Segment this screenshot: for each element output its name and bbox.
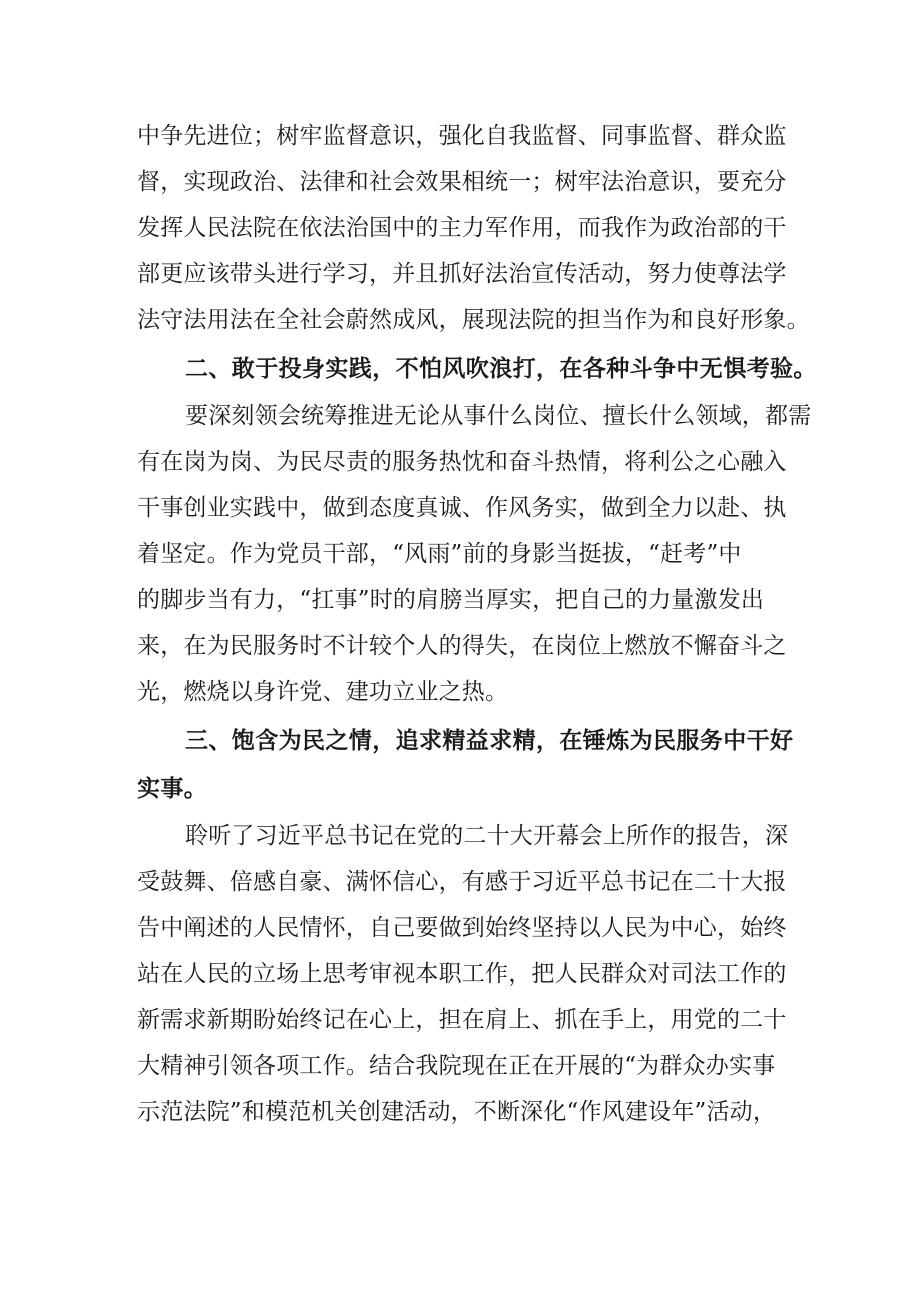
- text-line: 干事创业实践中，做到态度真诚、作风务实，做到全力以赴、执: [137, 495, 787, 521]
- paragraph-1: [137, 113, 809, 343]
- heading-line: 三、饱含为民之情，追求精益求精，在锤炼为民服务中干好: [185, 727, 794, 754]
- text-line: 受鼓舞、倍感自豪、满怀信心，有感于习近平总书记在二十大报: [137, 869, 787, 895]
- text-line: 着坚定。作为党员干部，“风雨”前的身影当挺拔，“赶考”中: [137, 541, 742, 567]
- paragraph-3: [137, 813, 809, 1135]
- text-line: 大精神引领各项工作。结合我院现在正在开展的“为群众办实事: [137, 1053, 776, 1079]
- paragraph-2: [137, 393, 812, 715]
- text-line: 站在人民的立场上思考审视本职工作，把人民群众对司法工作的: [137, 961, 787, 987]
- text-line: 光，燃烧以身许党、建功立业之热。: [137, 679, 509, 705]
- section-heading-2: 二、敢于投身实践，不怕风吹浪打，在各种斗争中无惧考验。: [185, 355, 817, 382]
- text-line: 新需求新期盼始终记在心上，担在肩上、抓在手上，用党的二十: [137, 1007, 787, 1033]
- text-line: 示范法院”和模范机关创建活动，不断深化“作风建设年”活动，: [137, 1099, 777, 1125]
- text-line: 来，在为民服务时不计较个人的得失，在岗位上燃放不懈奋斗之: [137, 633, 787, 659]
- heading-line: 实事。: [137, 775, 208, 802]
- section-heading-3: [137, 717, 809, 813]
- text-line: 要深刻领会统筹推进无论从事什么岗位、擅长什么领域，都需: [185, 403, 812, 429]
- text-line: 发挥人民法院在依法治国中的主力军作用，而我作为政治部的干: [137, 215, 787, 241]
- text-line: 的脚步当有力，“扛事”时的肩膀当厚实，把自己的力量激发出: [137, 587, 765, 613]
- text-line: 法守法用法在全社会蔚然成风，展现法院的担当作为和良好形象。: [137, 307, 810, 333]
- text-line: 告中阐述的人民情怀，自己要做到始终坚持以人民为中心，始终: [137, 915, 787, 941]
- text-line: 督，实现政治、法律和社会效果相统一；树牢法治意识，要充分: [137, 169, 787, 195]
- text-line: 中争先进位；树牢监督意识，强化自我监督、同事监督、群众监: [137, 123, 787, 149]
- text-line: 聆听了习近平总书记在党的二十大开幕会上所作的报告，深: [185, 823, 789, 849]
- document-body: [137, 113, 817, 1135]
- text-line: 部更应该带头进行学习，并且抓好法治宣传活动，努力使尊法学: [137, 261, 787, 287]
- text-line: 有在岗为岗、为民尽责的服务热忱和奋斗热情，将利公之心融入: [137, 449, 787, 475]
